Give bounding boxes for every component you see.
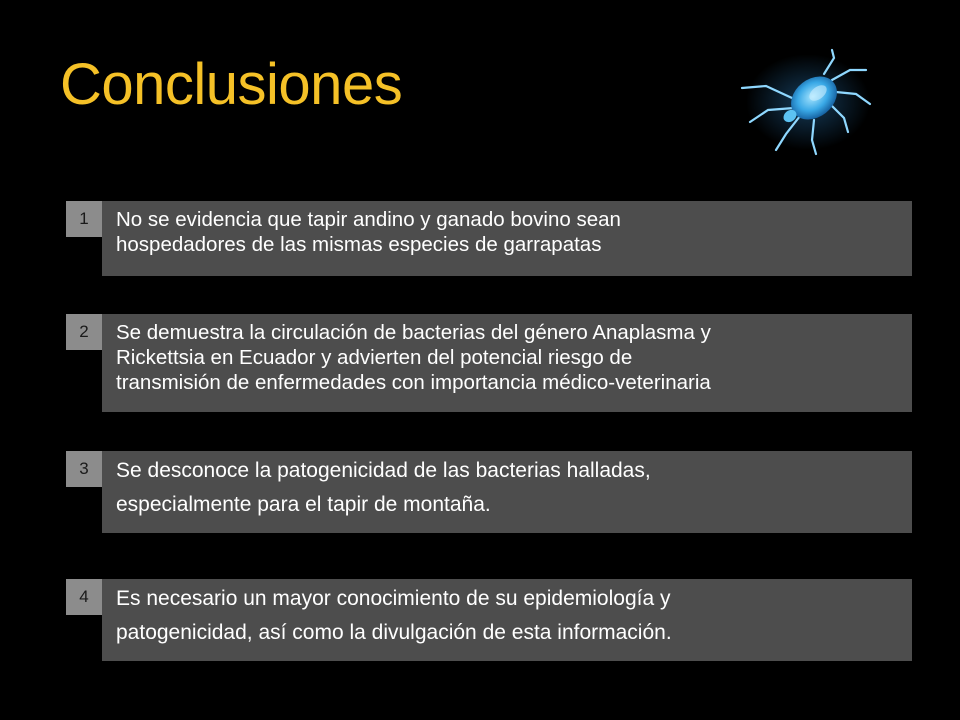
conclusion-text-line: patogenicidad, así como la divulgación de esta información. — [116, 621, 672, 644]
item-number-badge: 4 — [66, 579, 102, 615]
item-number-badge: 2 — [66, 314, 102, 350]
tick-icon — [728, 46, 876, 158]
conclusion-text-line: No se evidencia que tapir andino y ganado bovino sean — [116, 208, 621, 231]
item-number-badge: 1 — [66, 201, 102, 237]
conclusion-text-line: Es necesario un mayor conocimiento de su epidemiología y — [116, 587, 671, 610]
conclusion-text-line: Rickettsia en Ecuador y advierten del potencial riesgo de — [116, 346, 633, 369]
item-number-badge: 3 — [66, 451, 102, 487]
conclusion-text-line: hospedadores de las mismas especies de garrapatas — [116, 233, 602, 256]
conclusion-item-1 — [66, 201, 912, 276]
conclusion-text-panel — [102, 579, 912, 661]
conclusion-item-4 — [66, 579, 912, 661]
conclusion-item-3 — [66, 451, 912, 533]
conclusion-text-panel — [102, 451, 912, 533]
conclusion-text-panel — [102, 201, 912, 276]
conclusion-item-2 — [66, 314, 912, 412]
conclusion-text-line: Se desconoce la patogenicidad de las bacterias halladas, — [116, 459, 651, 482]
slide-title: Conclusiones — [60, 52, 403, 117]
conclusion-text-line: especialmente para el tapir de montaña. — [116, 493, 491, 516]
conclusion-text-panel — [102, 314, 912, 412]
conclusion-text-line: Se demuestra la circulación de bacterias del género Anaplasma y — [116, 321, 711, 344]
conclusion-text-line: transmisión de enfermedades con importancia médico-veterinaria — [116, 371, 711, 394]
